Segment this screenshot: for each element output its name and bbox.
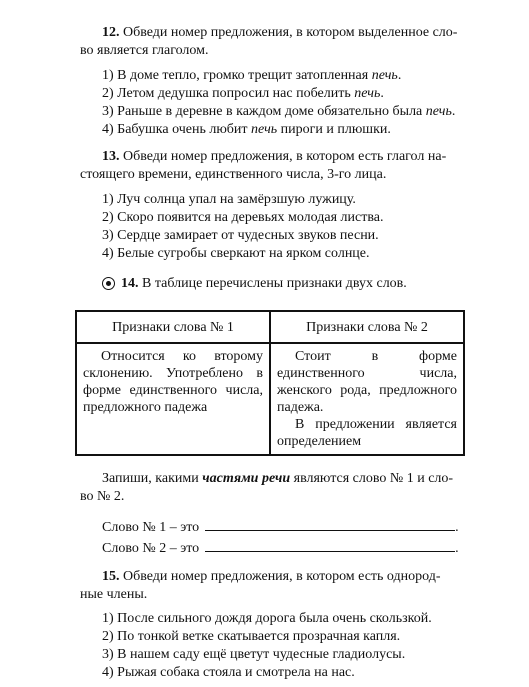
highlighted-word: печь xyxy=(354,86,381,101)
task15-option-1[interactable]: 1) После сильного дождя дорога была очень скользкой. xyxy=(102,611,432,626)
task15-prompt-line2: ные члены. xyxy=(80,587,148,602)
word1-features-text: Относится ко второму склонению. Употреблено в форме единственного числа, предложного падежа xyxy=(83,349,263,415)
task12-prompt-text: Обведи номер предложения, в котором выделенное сло- xyxy=(123,25,458,40)
task12-option-3[interactable]: 3) Раньше в деревне в каждом доме обязательно была печь. xyxy=(102,104,456,119)
task12-option-4[interactable]: 4) Бабушка очень любит печь пироги и плюшки. xyxy=(102,122,391,137)
task13-option-2[interactable]: 2) Скоро появится на деревьях молодая листва. xyxy=(102,210,384,225)
task13-prompt-line2: стоящего времени, единственного числа, 3-го лица. xyxy=(80,167,387,182)
task12-prompt-line1 xyxy=(102,24,457,42)
answer1-label: Слово № 1 – это xyxy=(102,520,200,535)
emphasized-term: частями речи xyxy=(202,471,291,486)
table-header-word2: Признаки слова № 2 xyxy=(270,311,464,343)
task15-prompt-text: Обведи номер предложения, в котором есть однород- xyxy=(123,569,441,584)
answer-row-1: Слово № 1 – это . xyxy=(102,516,459,537)
difficulty-star-icon xyxy=(102,277,115,290)
task15-option-3[interactable]: 3) В нашем саду ещё цветут чудесные гладиолусы. xyxy=(102,647,406,662)
task15-option-4[interactable]: 4) Рыжая собака стояла и смотрела на нас. xyxy=(102,665,355,680)
word2-features-text-a: Стоит в форме единственного числа, женского рода, предложного падежа. xyxy=(277,349,457,415)
table-cell-word2 xyxy=(270,343,464,455)
word2-features-text-b: В предложении является определением xyxy=(277,417,457,449)
task12-option-2[interactable]: 2) Летом дедушка попросил нас побелить печь. xyxy=(102,86,384,101)
task15-prompt-line1 xyxy=(102,568,441,586)
highlighted-word: печь xyxy=(251,122,278,137)
task13-prompt-line1 xyxy=(102,148,446,166)
task15-option-2[interactable]: 2) По тонкой ветке скатывается прозрачная капля. xyxy=(102,629,401,644)
task12-prompt-line2: во является глаголом. xyxy=(80,43,209,58)
task13-option-1[interactable]: 1) Луч солнца упал на замёрзшую лужицу. xyxy=(102,192,356,207)
task15-number: 15. xyxy=(102,569,120,584)
highlighted-word: печь xyxy=(371,68,398,83)
answer1-input-line[interactable] xyxy=(205,516,455,531)
task13-number: 13. xyxy=(102,149,120,164)
answer2-label: Слово № 2 – это xyxy=(102,541,200,556)
word-features-table xyxy=(75,310,465,456)
answer-row-2: Слово № 2 – это . xyxy=(102,537,459,558)
table-header-word1: Признаки слова № 1 xyxy=(76,311,270,343)
table-cell-word1 xyxy=(76,343,270,455)
task13-prompt-text: Обведи номер предложения, в котором есть глагол на- xyxy=(123,149,447,164)
task14-number: 14. xyxy=(121,276,139,291)
task12-option-1[interactable]: 1) В доме тепло, громко трещит затопленная печь. xyxy=(102,68,402,83)
highlighted-word: печь xyxy=(425,104,452,119)
task14-prompt xyxy=(102,275,407,293)
task12-number: 12. xyxy=(102,25,120,40)
task14-instruction-line2: во № 2. xyxy=(80,489,125,504)
task14-instruction-line1: Запиши, какими частями речи являются слово № 1 и сло- xyxy=(102,471,454,486)
task14-prompt-text: В таблице перечислены признаки двух слов. xyxy=(142,276,407,291)
answer2-input-line[interactable] xyxy=(205,537,455,552)
task13-option-3[interactable]: 3) Сердце замирает от чудесных звуков песни. xyxy=(102,228,379,243)
task13-option-4[interactable]: 4) Белые сугробы сверкают на ярком солнце. xyxy=(102,246,370,261)
